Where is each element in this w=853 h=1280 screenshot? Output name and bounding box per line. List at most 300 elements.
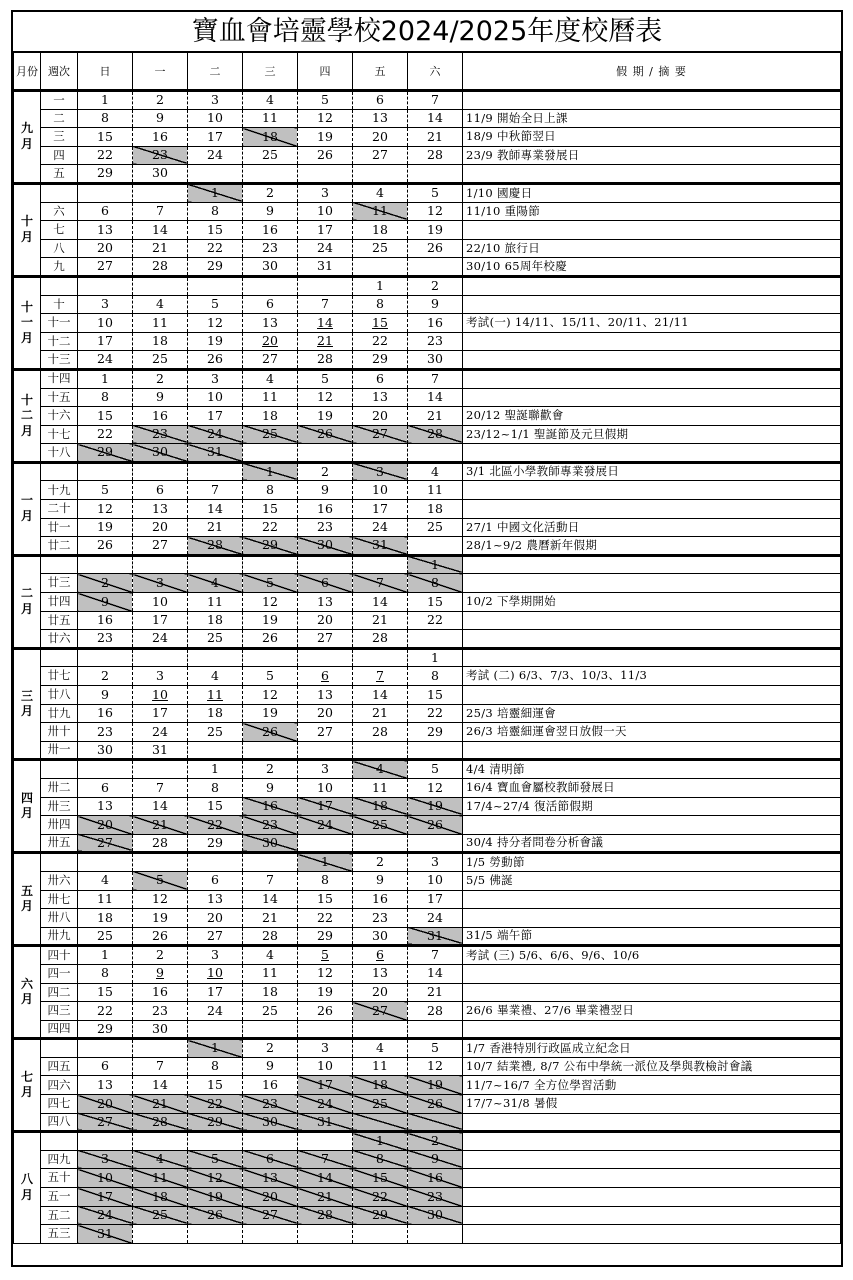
week-number: 卅八 xyxy=(41,909,78,928)
date-number: 29 xyxy=(372,351,388,367)
month-label xyxy=(14,555,41,648)
date-number: 7 xyxy=(321,1151,329,1167)
week-row xyxy=(14,648,841,667)
week-number: 卅四 xyxy=(41,816,78,835)
date-cell xyxy=(78,909,133,928)
holiday-date-cell xyxy=(78,1206,133,1225)
holiday-note xyxy=(463,1113,841,1132)
date-cell xyxy=(188,983,243,1002)
week-number: 廿四 xyxy=(41,593,78,612)
holiday-note: 20/12 聖誕聯歡會 xyxy=(463,407,841,426)
date-number: 28 xyxy=(317,1207,333,1223)
date-number: 24 xyxy=(427,909,443,925)
date-cell xyxy=(188,165,243,184)
week-row xyxy=(14,797,841,816)
holiday-date-cell xyxy=(408,1113,463,1132)
week-number: 四七 xyxy=(41,1095,78,1114)
week-row xyxy=(14,258,841,277)
date-cell xyxy=(408,388,463,407)
date-cell xyxy=(243,500,298,519)
date-number: 16 xyxy=(372,891,388,907)
holiday-date-cell xyxy=(243,128,298,147)
header-row xyxy=(14,53,841,91)
holiday-note xyxy=(463,369,841,388)
date-number: 28 xyxy=(262,927,278,943)
week-number: 七 xyxy=(41,221,78,240)
date-number: 26 xyxy=(427,240,443,256)
month-label xyxy=(14,648,41,760)
holiday-note xyxy=(463,555,841,574)
date-cell xyxy=(78,518,133,537)
header-week: 週次 xyxy=(41,53,78,91)
date-cell xyxy=(353,1225,408,1244)
week-number: 廿七 xyxy=(41,667,78,686)
date-number: 26 xyxy=(317,147,333,163)
date-number: 10 xyxy=(207,965,223,981)
week-row xyxy=(14,909,841,928)
date-cell xyxy=(243,369,298,388)
date-cell xyxy=(243,1002,298,1021)
date-cell xyxy=(298,964,353,983)
holiday-date-cell xyxy=(408,1188,463,1207)
holiday-date-cell xyxy=(298,1150,353,1169)
date-cell xyxy=(353,593,408,612)
date-cell xyxy=(298,1002,353,1021)
date-number: 8 xyxy=(101,110,109,126)
date-cell xyxy=(243,221,298,240)
date-number: 12 xyxy=(427,1058,443,1074)
month-label-char: 月 xyxy=(20,508,33,523)
week-row xyxy=(14,369,841,388)
week-row xyxy=(14,983,841,1002)
holiday-date-cell xyxy=(353,1150,408,1169)
date-cell xyxy=(78,760,133,779)
date-number: 4 xyxy=(266,947,274,963)
date-number: 17 xyxy=(427,891,443,907)
holiday-note xyxy=(463,1150,841,1169)
week-row xyxy=(14,221,841,240)
month-label-char: 八 xyxy=(20,1172,33,1187)
holiday-date-cell xyxy=(243,574,298,593)
week-number: 十四 xyxy=(41,369,78,388)
date-cell xyxy=(188,630,243,649)
date-cell xyxy=(408,537,463,556)
date-cell xyxy=(243,314,298,333)
date-cell xyxy=(408,462,463,481)
date-number: 30 xyxy=(427,1207,443,1223)
holiday-date-cell xyxy=(133,1206,188,1225)
date-number: 21 xyxy=(152,816,168,832)
date-cell xyxy=(78,462,133,481)
date-cell xyxy=(243,667,298,686)
date-number: 1 xyxy=(431,649,439,665)
week-row xyxy=(14,146,841,165)
date-number: 27 xyxy=(317,723,333,739)
date-cell xyxy=(353,165,408,184)
date-number: 25 xyxy=(97,927,113,943)
date-number: 5 xyxy=(431,761,439,777)
week-row xyxy=(14,1076,841,1095)
holiday-note xyxy=(463,444,841,463)
date-cell xyxy=(133,314,188,333)
calendar-table xyxy=(13,52,841,1244)
date-number: 16 xyxy=(427,1169,443,1185)
date-cell xyxy=(133,778,188,797)
date-cell xyxy=(298,611,353,630)
date-cell xyxy=(188,146,243,165)
holiday-note xyxy=(463,1169,841,1188)
date-cell xyxy=(408,741,463,760)
date-number: 22 xyxy=(97,147,113,163)
date-number: 27 xyxy=(152,537,168,553)
date-cell xyxy=(78,648,133,667)
holiday-date-cell xyxy=(78,1188,133,1207)
date-number: 29 xyxy=(97,165,113,181)
date-number: 22 xyxy=(207,1095,223,1111)
holiday-date-cell xyxy=(243,797,298,816)
date-cell xyxy=(188,927,243,946)
date-cell xyxy=(78,146,133,165)
date-number: 12 xyxy=(427,203,443,219)
date-cell xyxy=(408,1057,463,1076)
date-cell xyxy=(188,1002,243,1021)
week-row xyxy=(14,1206,841,1225)
date-number: 11 xyxy=(372,1058,388,1074)
date-cell xyxy=(353,630,408,649)
week-number: 十三 xyxy=(41,351,78,370)
date-number: 16 xyxy=(152,984,168,1000)
date-cell xyxy=(353,611,408,630)
date-cell xyxy=(408,853,463,872)
week-row xyxy=(14,351,841,370)
week-number: 廿五 xyxy=(41,611,78,630)
date-number: 20 xyxy=(372,128,388,144)
date-number: 14 xyxy=(427,389,443,405)
date-number: 9 xyxy=(321,482,329,498)
holiday-note xyxy=(463,816,841,835)
holiday-note: 30/4 持分者問卷分析會議 xyxy=(463,834,841,853)
holiday-note xyxy=(463,983,841,1002)
date-cell xyxy=(298,760,353,779)
date-cell xyxy=(298,221,353,240)
date-cell xyxy=(78,1057,133,1076)
week-number: 三 xyxy=(41,128,78,147)
holiday-note: 10/7 結業禮, 8/7 公布中學統一派位及學與教檢討會議 xyxy=(463,1057,841,1076)
date-cell xyxy=(243,1225,298,1244)
date-number: 21 xyxy=(207,519,223,535)
date-cell xyxy=(78,500,133,519)
holiday-note xyxy=(463,1020,841,1039)
date-cell xyxy=(188,314,243,333)
date-cell xyxy=(298,1020,353,1039)
date-cell xyxy=(188,946,243,965)
date-number: 23 xyxy=(152,1002,168,1018)
date-number: 9 xyxy=(156,965,164,981)
week-number: 廿九 xyxy=(41,704,78,723)
date-number: 17 xyxy=(317,798,333,814)
week-number: 卅十 xyxy=(41,723,78,742)
date-number: 22 xyxy=(427,612,443,628)
date-cell xyxy=(298,276,353,295)
date-cell xyxy=(78,704,133,723)
holiday-date-cell xyxy=(243,1206,298,1225)
date-number: 26 xyxy=(262,723,278,739)
date-cell xyxy=(298,481,353,500)
date-cell xyxy=(133,518,188,537)
date-number: 25 xyxy=(262,426,278,442)
holiday-date-cell xyxy=(243,1095,298,1114)
week-number xyxy=(41,555,78,574)
date-number: 18 xyxy=(207,612,223,628)
date-cell xyxy=(298,983,353,1002)
date-number: 20 xyxy=(152,519,168,535)
header-month: 月份 xyxy=(14,53,41,91)
date-number: 30 xyxy=(427,351,443,367)
week-row xyxy=(14,630,841,649)
holiday-note: 23/9 教師專業發展日 xyxy=(463,146,841,165)
date-cell xyxy=(188,686,243,705)
holiday-date-cell xyxy=(353,1095,408,1114)
week-number: 四 xyxy=(41,146,78,165)
holiday-note xyxy=(463,276,841,295)
date-number: 9 xyxy=(156,110,164,126)
date-number: 3 xyxy=(376,463,384,479)
week-number: 卅六 xyxy=(41,871,78,890)
date-number: 18 xyxy=(427,500,443,516)
date-cell xyxy=(353,221,408,240)
date-number: 15 xyxy=(427,686,443,702)
week-number: 五二 xyxy=(41,1206,78,1225)
date-cell xyxy=(78,388,133,407)
date-number: 16 xyxy=(317,500,333,516)
date-number: 27 xyxy=(207,927,223,943)
holiday-note: 1/5 勞動節 xyxy=(463,853,841,872)
date-number: 3 xyxy=(101,296,109,312)
date-cell xyxy=(408,964,463,983)
holiday-date-cell xyxy=(408,927,463,946)
holiday-date-cell xyxy=(353,537,408,556)
week-row xyxy=(14,964,841,983)
date-number: 31 xyxy=(207,444,223,460)
date-number: 18 xyxy=(372,798,388,814)
date-cell xyxy=(353,388,408,407)
date-cell xyxy=(243,351,298,370)
date-number: 5 xyxy=(321,92,329,108)
date-number: 24 xyxy=(317,816,333,832)
date-cell xyxy=(353,853,408,872)
date-cell xyxy=(188,797,243,816)
month-label-char: 月 xyxy=(20,330,33,345)
date-number: 15 xyxy=(207,1077,223,1093)
month-label-char: 十 xyxy=(20,299,33,314)
date-cell xyxy=(353,555,408,574)
week-row xyxy=(14,239,841,258)
date-cell xyxy=(353,964,408,983)
date-number: 4 xyxy=(376,1040,384,1056)
date-cell xyxy=(188,704,243,723)
date-number: 14 xyxy=(317,1169,333,1185)
calendar-sheet xyxy=(11,10,843,1267)
date-cell xyxy=(243,704,298,723)
date-number: 25 xyxy=(262,1002,278,1018)
date-number: 8 xyxy=(431,667,439,683)
holiday-date-cell xyxy=(133,816,188,835)
week-row xyxy=(14,871,841,890)
date-cell xyxy=(133,611,188,630)
holiday-date-cell xyxy=(353,1169,408,1188)
holiday-date-cell xyxy=(188,1188,243,1207)
holiday-date-cell xyxy=(133,444,188,463)
holiday-note: 考試(一) 14/11、15/11、20/11、21/11 xyxy=(463,314,841,333)
date-cell xyxy=(188,1057,243,1076)
date-number: 27 xyxy=(372,147,388,163)
date-cell xyxy=(78,1039,133,1058)
date-number: 17 xyxy=(152,612,168,628)
date-number: 5 xyxy=(156,872,164,888)
month-label xyxy=(14,183,41,276)
week-row xyxy=(14,1095,841,1114)
date-number: 27 xyxy=(262,351,278,367)
month-label-char: 月 xyxy=(20,229,33,244)
holiday-date-cell xyxy=(298,1188,353,1207)
date-cell xyxy=(243,648,298,667)
date-number: 2 xyxy=(321,463,329,479)
date-number: 19 xyxy=(317,984,333,1000)
date-cell xyxy=(298,518,353,537)
date-number: 15 xyxy=(427,593,443,609)
date-number: 24 xyxy=(207,426,223,442)
holiday-date-cell xyxy=(353,574,408,593)
date-number: 3 xyxy=(101,1151,109,1167)
date-number: 26 xyxy=(317,426,333,442)
date-cell xyxy=(188,667,243,686)
date-cell xyxy=(78,778,133,797)
week-row xyxy=(14,1002,841,1021)
date-number: 30 xyxy=(262,1113,278,1129)
date-number: 19 xyxy=(427,798,443,814)
date-cell xyxy=(298,351,353,370)
date-cell xyxy=(243,202,298,221)
date-number: 14 xyxy=(207,500,223,516)
date-number: 10 xyxy=(317,1058,333,1074)
date-number: 7 xyxy=(431,92,439,108)
date-number: 13 xyxy=(372,389,388,405)
holiday-date-cell xyxy=(353,1076,408,1095)
date-number: 13 xyxy=(317,686,333,702)
holiday-date-cell xyxy=(133,1188,188,1207)
week-row xyxy=(14,537,841,556)
date-number: 19 xyxy=(97,519,113,535)
date-cell xyxy=(353,741,408,760)
date-number: 6 xyxy=(211,872,219,888)
date-number: 30 xyxy=(97,741,113,757)
date-cell xyxy=(133,462,188,481)
date-number: 10 xyxy=(97,1169,113,1185)
month-label-char: 二 xyxy=(20,408,33,423)
date-cell xyxy=(188,500,243,519)
holiday-date-cell xyxy=(298,1076,353,1095)
date-cell xyxy=(133,500,188,519)
date-number: 17 xyxy=(97,1188,113,1204)
date-number: 20 xyxy=(317,705,333,721)
holiday-note: 30/10 65周年校慶 xyxy=(463,258,841,277)
date-number: 20 xyxy=(372,984,388,1000)
date-cell xyxy=(78,686,133,705)
date-number: 6 xyxy=(376,947,384,963)
date-cell xyxy=(408,518,463,537)
date-cell xyxy=(243,332,298,351)
date-number: 11 xyxy=(152,1169,168,1185)
date-cell xyxy=(78,927,133,946)
week-row xyxy=(14,202,841,221)
week-number xyxy=(41,760,78,779)
date-cell xyxy=(188,388,243,407)
holiday-note: 22/10 旅行日 xyxy=(463,239,841,258)
date-number: 9 xyxy=(431,296,439,312)
holiday-note xyxy=(463,686,841,705)
week-number: 九 xyxy=(41,258,78,277)
date-cell xyxy=(243,1076,298,1095)
week-row xyxy=(14,314,841,333)
date-number: 23 xyxy=(97,723,113,739)
date-number: 25 xyxy=(152,351,168,367)
week-number: 廿六 xyxy=(41,630,78,649)
date-cell xyxy=(353,128,408,147)
date-number: 19 xyxy=(207,1188,223,1204)
holiday-date-cell xyxy=(188,537,243,556)
date-cell xyxy=(353,1039,408,1058)
date-number: 30 xyxy=(262,834,278,850)
date-number: 18 xyxy=(262,984,278,1000)
date-number: 22 xyxy=(372,333,388,349)
date-cell xyxy=(408,165,463,184)
holiday-date-cell xyxy=(408,1076,463,1095)
date-cell xyxy=(353,183,408,202)
date-cell xyxy=(78,890,133,909)
month-label-char: 一 xyxy=(20,315,33,330)
date-number: 22 xyxy=(372,1188,388,1204)
date-cell xyxy=(188,760,243,779)
date-cell xyxy=(243,481,298,500)
date-number: 4 xyxy=(156,296,164,312)
date-cell xyxy=(353,909,408,928)
date-number: 13 xyxy=(262,314,278,330)
date-number: 1 xyxy=(321,854,329,870)
date-number: 12 xyxy=(207,314,223,330)
date-number: 10 xyxy=(372,482,388,498)
date-cell xyxy=(78,1002,133,1021)
week-number xyxy=(41,462,78,481)
holiday-date-cell xyxy=(353,202,408,221)
holiday-note: 1/7 香港特別行政區成立紀念日 xyxy=(463,1039,841,1058)
week-number xyxy=(41,1132,78,1151)
date-cell xyxy=(188,109,243,128)
week-row xyxy=(14,686,841,705)
date-cell xyxy=(243,741,298,760)
date-number: 23 xyxy=(97,630,113,646)
date-cell xyxy=(188,593,243,612)
month-label-char: 月 xyxy=(20,806,33,821)
date-cell xyxy=(133,890,188,909)
date-number: 11 xyxy=(97,891,113,907)
date-number: 26 xyxy=(262,630,278,646)
date-number: 15 xyxy=(207,221,223,237)
month-label xyxy=(14,1039,41,1132)
date-number: 4 xyxy=(266,370,274,386)
date-cell xyxy=(243,109,298,128)
date-cell xyxy=(353,407,408,426)
date-number: 19 xyxy=(262,705,278,721)
